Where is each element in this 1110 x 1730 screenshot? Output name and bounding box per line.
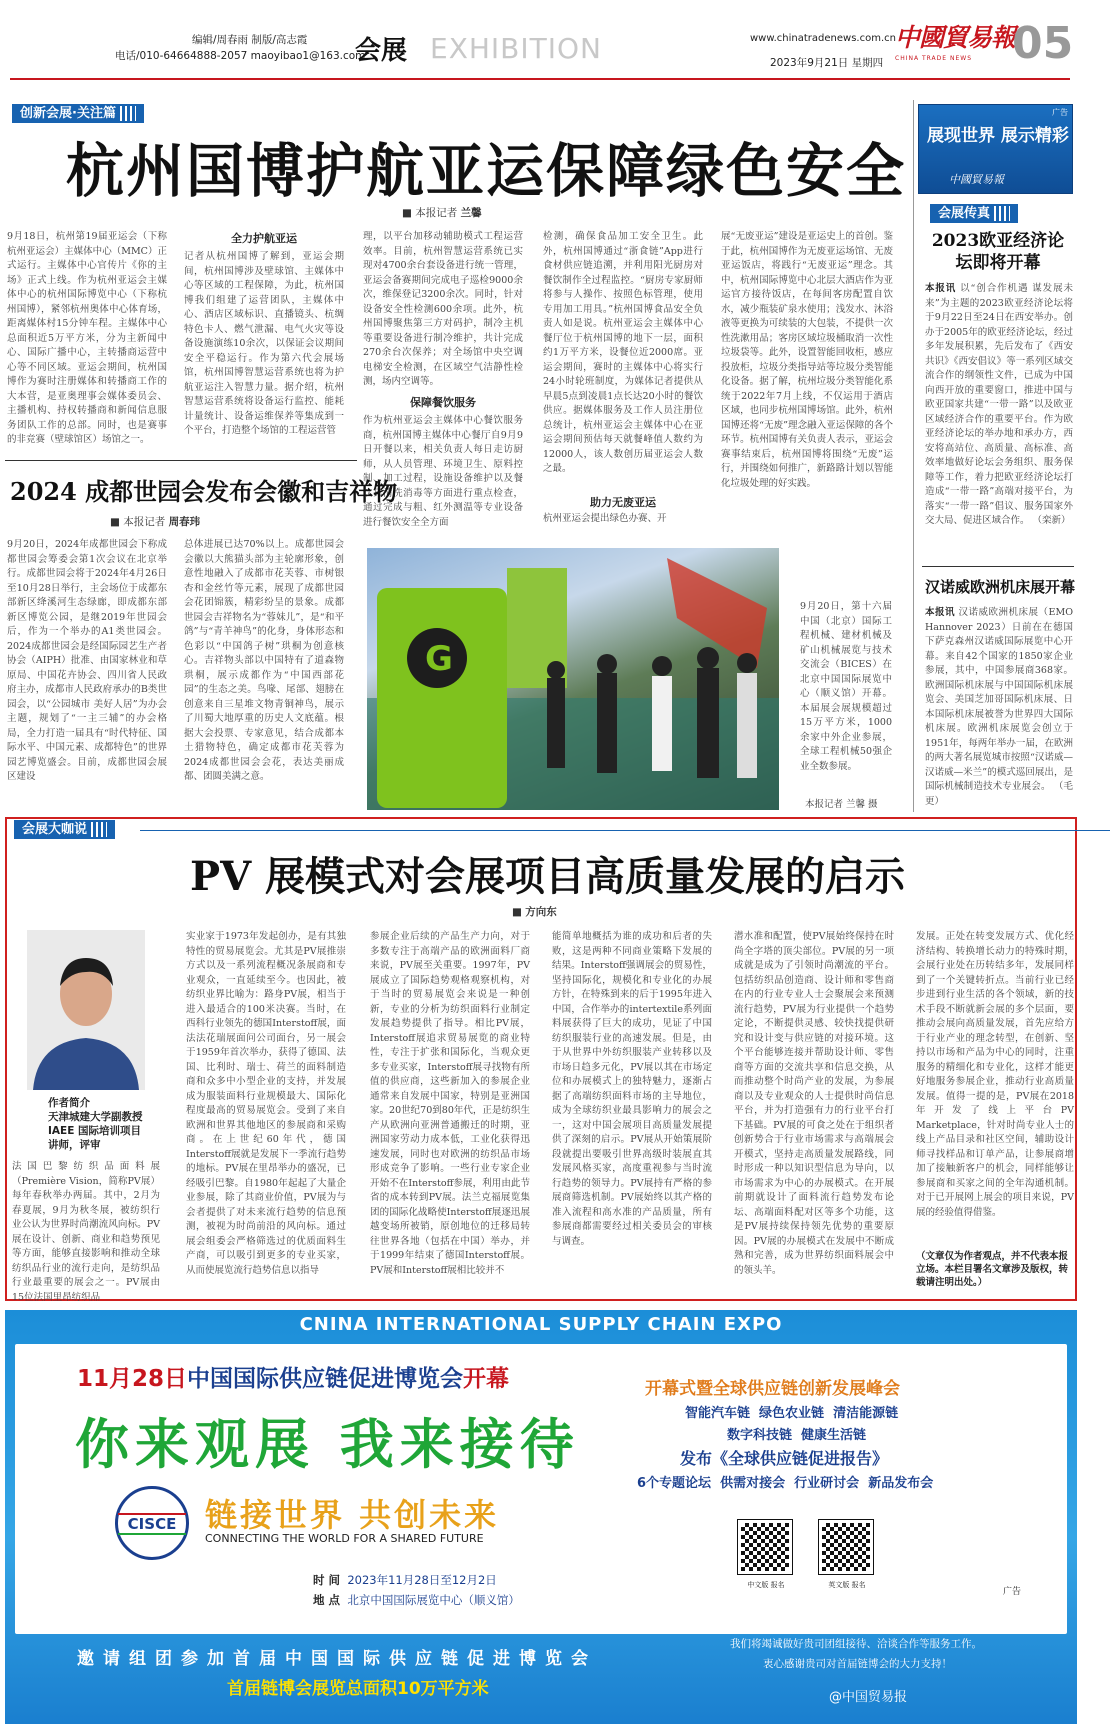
expo-ad-motto: 链接世界 共创未来	[205, 1496, 500, 1534]
expo-ad-invite: 邀请组团参加首届中国国际供应链促进博览会	[77, 1649, 597, 1669]
chengdu-col-1: 9月20日，2024年成都世园会下称成都世园会筹委会第1次会议在北京举行。成都世园会将于2024年4月26日至10月28日举行，主会场位于成都东部新区绛溪河生态绿廊，即成都东部新区博览公园，是继2019年世园会后，作为一个举办的A1类世园会。2024成都世园会是经国际园艺生产者协会（AIPH）批准、由国家林业和草原局、中国花卉协会、四川省人民政府主办，成都市人民政府承办的B类世园会，以“公园城市 美好人居”为办会主题，规划了“一主三辅”的办会格局，全力打造一届具有“时代特征、国际水平、中国元素、成都特色”的世界园艺博览盛会。目前，成都世园会展区建设	[7, 539, 167, 782]
brief2-body: 本报讯 汉诺威欧洲机床展（EMO Hannover 2023）日前在在德国下萨克森州汉诺威国际展览中心开幕。来自42个国家的1850家企业参展，其中，中国参展商368家。欧洲国际机床展与中国国际机床展览会、美国芝加哥国际机床展、日本国际机床展被誉为世界四大国际机床展。欧洲机床展览会创立于1951年，每两年举办一届，在欧洲的两大著名展览城市按照“汉诺威—汉诺威—米兰”的模式巡回展出，是国际机械制造技术专业展会。 （毛更）	[925, 607, 1073, 807]
chengdu-col-2: 总体进展已达70%以上。成都世园会会徽以大熊猫头部为主轮廓形象，创意性地融入了成都市花芙蓉、市树银杏和金丝竹等元素，展现了成都世园会花团锦簇，精彩纷呈的景象。成都世园会吉祥物名为“蓉妹儿”，是“和平鸽”与“青羊神鸟”的化身，身体形态和色彩以“中国鸽子树”珙桐为创意核心。吉祥物头部以中国特有了道森物珙桐，展示成都作为“中国西部花园”的生态之美。鸟喙、尾部、翅膀在创意来自三星堆文物青铜神鸟，展示了川蜀大地厚重的历史人文底蕴。根据大会投票、专家意见，结合成都本土猎物特色，确定成都市花芙蓉为2024成都世园会会花，表达美丽成都、团圆美满之意。	[184, 539, 344, 782]
section-title: 会展	[355, 36, 408, 66]
pv-section-tag: 会展大咖说	[14, 820, 115, 839]
page-number: 05	[1012, 18, 1074, 69]
lead-col-3: 理，以平台加移动辅助模式工程运营效率。目前，杭州智慧运营系统已实现对4700余台套设备进行统一管理，亚运会备赛期间完成电子巡检9000余次，维保登记3200余次。同时，针对设备安全性检测600余项。此外，杭州国博聚焦第三方对码护，制冷主机等重要设备进行制冷维护，共计完成270余台次保养；对全场馆中央空调电梯安全检测，在区域空气洁静性检测，场内空调等。 保障餐饮服务 作为杭州亚运会主媒体中心餐饮服务商，杭州国博主媒体中心餐厅自9月9日开餐以来，相关负责人每日走访厨师，从人员管理、环境卫生、原料控制、加工过程，设施设备维护以及餐饮具清洗消毒等方面进行重点检查，通过完成与粗、红外测温等专业设备进行餐饮安全全方面	[363, 231, 523, 528]
pv-tag-rule	[140, 830, 1110, 831]
brief2-title: 汉诺威欧洲机床展开幕	[925, 578, 1076, 596]
lead-col-5: 展“无废亚运”建设是亚运史上的首创。鉴于此，杭州国博作为无废亚运场馆、无废亚运饭店，将践行“无废亚运”理念。其中，杭州国际博览中心北层大酒店作为亚运官方接待饭店，在每间客房配置自饮水，减少瓶装矿泉水使用；浅发水、沐浴液等更换为可续装的大包装，不提供一次性洗漱用品；客房区域垃圾桶取消一次性垃圾袋等。此外，设置智能回收柜，感应投放柜，垃圾分类指导站等垃圾分类智能化设备。据了解，杭州垃圾分类智能化系统于2022年7月上线，不仅运用于酒店区域，也同步杭州国博场馆。此外，杭州国博还将“无废”理念融入亚运保障的各个环节。杭州国博有关负责人表示，亚运会赛事结束后，杭州国博将围绕“无废”运行，并围绕如何推广，新路路计划以智能化垃圾处理的好实践。	[721, 231, 893, 489]
sidebar-ad	[918, 104, 1073, 194]
author-bio	[48, 1096, 158, 1152]
pv-col-5: 发展。正处在转变发展方式、优化经济结构、转换增长动力的特殊时期，会展行业处在历转结多年，发展同样到了一个关键转折点。当前行业已经步进到行业生活的各个领域，新的技术手段不断就新会展的多个层面，要推动会展向高质量发展，首先应给方于行业产业的理念转型，在创新、坚持以市场和产品为中心的同时，注重服务的精细化和专业化，这样才能更好地服务参展企业，推动行业高质量发展。值得一提的是，PV展在2018年开发了线上平台PV Marketplace，针对时尚专业人士的线上产品目录和社区空间，辅助设计师寻找样品和订单产品，让参展商增加了接触新客户的机会，同样能够让参展商和买家之间的全年沟通机制。对于已开展网上展会的项目来说，PV展的经验值得借鉴。	[916, 931, 1074, 1218]
sidebar-divider	[913, 100, 914, 812]
expo-ad-motto-en: CONNECTING THE WORLD FOR A SHARED FUTURE	[205, 1532, 484, 1545]
masthead	[0, 0, 1080, 78]
bio-label: 作者简介	[48, 1097, 90, 1109]
expo-ad-place: 地 点 北京中国国际展览中心（顺义馆）	[313, 1593, 520, 1607]
qr-label-cn: 中文版 报名	[747, 1581, 785, 1589]
qr-code-cn	[738, 1520, 792, 1574]
pv-footnote: （文章仅为作者观点，并不代表本报立场。本栏目署名文章涉及版权，转载请注明出处。）	[916, 1251, 1069, 1288]
expo-ad	[5, 1310, 1077, 1724]
lead-col-1: 9月18日，杭州第19届亚运会（下称杭州亚运会）主媒体中心（MMC）正式运行。主媒体中心官传片《你的主场》正式上线。作为杭州亚运会主媒体中心的杭州国际博览中心（下称杭州国博），紧邻杭州奥体中心体育场，距离媒体村15分钟车程。主媒体中心总面积近5万平方米，分为主新闻中心、国际广播中心，主转播商运营中心等不同区域。亚运会期间，杭州国博作为赛时注册媒体和转播商工作的大本营，是亚奥理事会媒体委员会、主播机构、持权转播商和新闻信息服务团队工作的总部。同时，也是赛事的非竞赛（壁球馆区）场馆之一。	[7, 231, 167, 445]
expo-ad-welcome-2: 衷心感谢贵司对首届链博会的大力支持！	[763, 1658, 952, 1670]
expo-ad-welcome-1: 我们将竭诚做好贵司团组接待、洽谈合作等服务工作。	[730, 1638, 982, 1650]
pv-col-1: 实业家于1973年发起创办，是有其独特性的贸易展览会。尤其是PV展推崇方式以及一系列流程概况条展商和专业观众，一直延续至今。也因此，被纺织业界比喻为：路身PV展，相当于进入最适合的100米决赛。当时，在西科行业领先的德国Interstoff展，面法法花瑞展面问公司面台，另一展会于1959年首次举办，获得了德国、法国、比利时、瑞士、荷兰的面料制造商和众多中小型企业的支持，并发展成为服装面料行业规模最大、国际化程度最高的贸易展览会。受到了来自欧洲和世界其他地区的参展商和采购商。在上世纪60年代，德国Interstoff展就是发展下一季流行趋势的地标。PV展在里昂举办的盛况，已经吸引巴黎。自1980年起起了大量企业参展，除了其商业价值，PV展为与会者提供了对未来流行趋势的信息预测，被视为时尚前沿的风向标。通过展会组委会严格筛选过的优质面料生产商，可以吸引到更多的专业买家，从而使展览流行趋势信息以指导	[186, 931, 346, 1276]
expo-ad-title-en: CNINA INTERNATIONAL SUPPLY CHAIN EXPO	[299, 1314, 783, 1335]
photo-caption: 9月20日，第十六届中国（北京）国际工程机械、建材机械及矿山机械展览与技术交流会（BICES）在北京中国国际展览中心（顺义馆）开幕。本届展会展规模超过15万平方米，1000余家中外企业参展，全球工程机械50强企业全数参展。	[800, 601, 892, 772]
pv-col-4: 潜水准和配置，使PV展始终保持在时尚全字塔的顶尖部位。PV展的另一项成就是成为了引领时尚潮流的平台。包括纺织品创造商、设计师和零售商在内的行业专业人士会聚展会来预测流行趋势，PV展为行业提供一个趋势定论，不断提供灵感、较快找提供研究和设计变与供应链的对接环境。这个平台能够连接并帮助设计师、零售商等方面的交流共享和信息交换，从而推动整个时尚产业的发展，为参展商以及专业观众的人士提供时尚信息平台，并为打造强有力的行业平台打下基础。PV展的可食之处在于组织者创新势合于行业市场需求与高端展会开模式，坚持走高质量发展路线，同时形成一种以知识型信息为导向，以市场需求为中心的办展模式。在开展前期就设计了面料流行趋势发布论坛、高端面料配对区等多个功能，这是PV展持续保持领先优势的重要原因。PV展的办展模式在发展中不断成熟和完善，成为世界纺织面料展会中的领头羊。	[734, 931, 894, 1276]
col-rule	[5, 460, 357, 461]
pv-col-left: 法国巴黎纺织品面料展（Première Vision，简称PV展）每年春秋举办两届。其中，2月为春夏展，9月为秋冬展，被纺织行业公认为世界时尚潮流风向标。PV展在设计、创新、商业和趋势预见等方面，能够直接影响和推动全球纺织品行业的流行走向，是纺织品行业最重要的展会之一。PV展由15位法国里昂纺织品	[12, 1161, 160, 1303]
lead-subhead-1: 全力护航亚运	[231, 232, 297, 245]
expo-ad-weibo: @中国贸易报	[829, 1690, 908, 1705]
bio-line-1: 天津城建大学副教授	[48, 1111, 143, 1123]
brief1-body: 本报讯 以“创合作机遇 谋发展未来”为主题的2023欧亚经济论坛将于9月22日至24日在西安举办。创办于2005年的欧亚经济论坛，经过多年发展积累，先后发布了《西安共识》《西安倡议》等一系列区域交流合作的纲领性文件，已成为中国向西开放的重要窗口，推进中国与欧亚国家共建“一带一路”以及欧亚区域经济合作的重要平台。作为欧亚经济论坛的举办地和承办方，西安将高站位、高质量、高标准、高效率地做好论坛会务组织、服务保障等工作，着力把欧亚经济论坛打造成“一带一路”高端对接平台，为落实“一带一路”倡议、服务国家外交大局、促进区域合作。 （栾新）	[925, 283, 1073, 526]
phone-line: 电话/010-64664888-2057 maoyibao1@163.com	[115, 50, 366, 62]
lead-section-tag: 创新会展·关注篇	[12, 104, 144, 123]
expo-ad-chains-2: 数字科技链 健康生活链	[727, 1428, 867, 1443]
pv-col-3: 能简单地概括为谁的成功和后者的失败，这是两种不同商业策略下发展的结果。Interstoff强调展会的贸易性，坚持国际化，规模化和专业化的办展方针，在特殊到来的后于1995年进入中国，合作举办的intertextile系列面料展获得了巨大的成功，见证了中国纺织服装行业的高速发展。但是，由于从世界中外纺织服装产业转移以及市场日趋多元化，PV展以其在市场定位和办展模式上的独特魅力，逐渐占据了高端纺织面料市场的主导地位，成为全球纺织业最具影响力的展会之一，这对中国会展项目高质量发展提供了深刻的启示。PV展从开始策展阶段就提出要吸引世界高级时装展直其发展风格买家，高度重视参与当时流行趋势的领导力。PV展持有严格的参展商筛选机制。PV展始终以其产格的准入流程和高水准的产品质量，所有参展商都需要经过相关委员会的审核与调查。	[552, 931, 712, 1247]
expo-ad-right-title: 开幕式暨全球供应链创新发展峰会	[645, 1379, 900, 1399]
expo-ad-report: 发布《全球供应链促进报告》	[680, 1449, 889, 1468]
sidebar-tag: 会展传真	[930, 204, 1018, 223]
author-portrait	[27, 930, 145, 1090]
expo-ad-label: 广告	[1003, 1587, 1022, 1597]
chengdu-byline: ■ 本报记者 周春玮	[110, 516, 201, 528]
lead-byline: ■ 本报记者 兰馨	[402, 207, 482, 219]
excavator-illustration	[367, 548, 779, 810]
masthead-rule	[10, 78, 1070, 80]
lead-headline: 杭州国博护航亚运保障绿色安全	[66, 137, 907, 205]
expo-ad-slogan: 你来观展 我来接待	[75, 1413, 580, 1476]
bio-line-3: 讲师，评审	[48, 1139, 101, 1151]
lead-subhead-3: 助力无废亚运	[590, 496, 656, 509]
sidebar-rule	[922, 566, 1074, 567]
cisce-logo: CISCE	[115, 1486, 189, 1560]
lead-subhead-2: 保障餐饮服务	[410, 396, 476, 409]
paper-logo: 中國貿易報 CHINA TRADE NEWS	[895, 23, 1016, 62]
svg-text:G: G	[425, 639, 453, 679]
expo-ad-chains-1: 智能汽车链 绿色农业链 清洁能源链	[685, 1406, 899, 1421]
editor-line: 编辑/周春雨 制版/高志霞	[192, 34, 308, 46]
issue-date: 2023年9月21日 星期四	[770, 57, 884, 69]
section-title-en: EXHIBITION	[430, 32, 602, 65]
expo-photo	[367, 548, 779, 810]
lead-col-2: 全力护航亚运 记者从杭州国博了解到，亚运会期间，杭州国博涉及壁球馆、主媒体中心等区域的工程保障，为此，杭州国博我们组建了运营团队，主媒体中心、酒店区域标识、直播镜头、杭绸特色卡人、燃气泄漏、电气火灾等设备设施演练10余次，以保证会议期间安全平稳运行。作为第六代会展场馆，杭州国博智慧运营系统也将为护航亚运注入智慧力量。据介绍，杭州智慧运营系统将设备运行监控、能耗计量统计、设备运维保养等集成到一个平台，打造整个场馆的工程运营管	[184, 232, 344, 436]
tag-stripes	[120, 106, 136, 121]
bio-line-2: IAEE 国际培训项目	[48, 1125, 142, 1137]
tag-stripes	[91, 822, 107, 837]
expo-ad-time: 时 间 2023年11月28日至12月2日	[313, 1573, 497, 1587]
expo-ad-events: 6个专题论坛 供需对接会 行业研讨会 新品发布会	[637, 1476, 934, 1491]
pv-headline: PV 展模式对会展项目高质量发展的启示	[190, 853, 906, 900]
expo-ad-area: 首届链博会展览总面积10万平方米	[227, 1679, 489, 1699]
pv-byline: ■ 方向东	[512, 906, 557, 918]
website: www.chinatradenews.com.cn	[750, 33, 896, 44]
chengdu-headline: 2024 成都世园会发布会徽和吉祥物	[10, 477, 398, 506]
expo-ad-headline: 11月28日中国国际供应链促进博览会开幕	[77, 1366, 510, 1392]
qr-code-en	[819, 1520, 873, 1574]
brief1-title: 2023欧亚经济论坛即将开幕	[931, 231, 1065, 273]
sidebar-ad-logo: 中國貿易報	[949, 173, 1004, 186]
qr-label-en: 英文版 报名	[828, 1581, 866, 1589]
sidebar-ad-title: 展现世界 展示精彩	[927, 126, 1069, 146]
lead-col-4: 检测，确保食品加工安全卫生。此外，杭州国博通过“浙食链”App进行食材供应链追溯，并利用阳光厨房对餐饮制作全过程监控。“厨房专家厨师将参与人操作、按照色标管理，使用专用加工用具。”杭州国博食品安全负责人如是说。杭州亚运会主媒体中心餐厅位于杭州国博的地下一层，面积约1万平方米，设餐位近2000席。亚运会期间，赛时的主媒体中心将实行24小时轮班制度，为媒体记者提供从早晨5点到凌晨1点长达20小时的餐饮供应。据媒体服务及工作人员注册位总统计，杭州亚运会主媒体中心在亚运会期间预估每天就餐峰值人数约为12000人，该人数创历届亚运会人数之最。 助力无废亚运 杭州亚运会提出绿色办赛、开	[543, 231, 703, 524]
author-photo	[27, 930, 145, 1090]
sidebar-ad-label: 广告	[1052, 108, 1068, 117]
pv-col-2: 参展企业后续的产品生产力向，对于多数专注于高端产品的欧洲面料厂商来说，PV展至关重要。1997年，PV展成立了国际趋势观格观察机构，对于当时的贸易展览会来说是一种创新，专业的分析为纺织面料行业制定发展趋势提供了指导。相比PV展，Interstoff展追求贸易展览的商业特性，专注于扩张和国际化，当观众更多专业买家，Interstoff展寻找物有所值的供应商，这些新加入的参展企业通常来自发展中国家，特别是亚洲国家。20世纪70到80年代，正是纺织生产从欧洲向亚洲普通搬迁的时期，亚洲国家劳动力成本低，工业化获得迅速发展，同时也对欧洲的纺织品市场形成竞争了影响。一些行业专家企业开始不在Interstoff参展，利用由此节省的成本转到PV展。法兰克福展览集团的国际化战略使Interstoff展逐迅展越变场所被销，原创地位的迁移局转往世界各地（包括在中国）举办，并于1999年结束了德国Interstoff展。PV展和Interstoff展相比较并不	[370, 931, 530, 1276]
photo-byline: 本报记者 兰馨 摄	[805, 799, 878, 810]
tag-stripes	[994, 206, 1010, 221]
